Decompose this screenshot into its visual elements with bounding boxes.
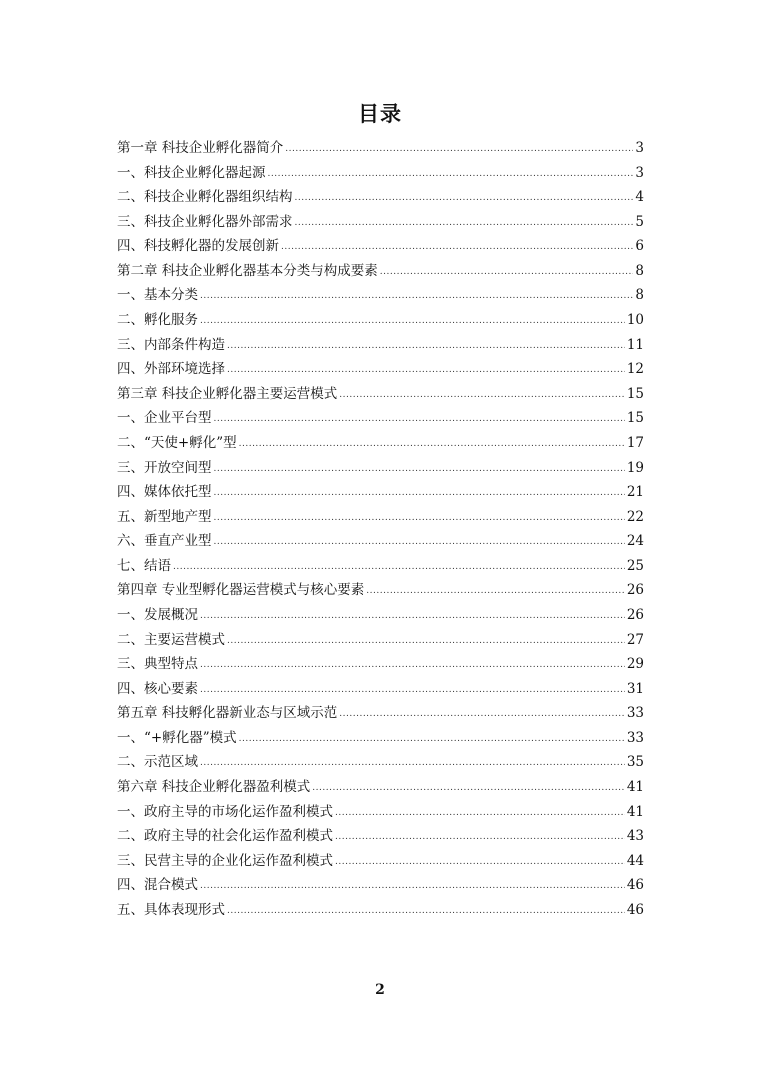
dot-leader xyxy=(335,825,625,850)
toc-entry-page: 24 xyxy=(626,533,644,550)
toc-entry[interactable] xyxy=(117,603,644,628)
dot-leader xyxy=(214,407,625,432)
toc-entry-page: 46 xyxy=(626,877,644,894)
toc-entry-page: 3 xyxy=(635,140,644,156)
toc-entry-page: 44 xyxy=(626,852,644,869)
toc-entry-label: 三、典型特点 xyxy=(117,656,198,673)
toc-entry-page: 5 xyxy=(635,213,644,230)
toc-entry-page: 25 xyxy=(626,557,644,574)
toc-entry[interactable] xyxy=(117,185,644,210)
toc-entry-label: 第四章 专业型孵化器运营模式与核心要素 xyxy=(117,582,365,599)
dot-leader xyxy=(200,309,625,334)
toc-entry-page: 27 xyxy=(626,631,644,648)
toc-entry-label: 一、发展概况 xyxy=(117,606,198,623)
dot-leader xyxy=(339,383,625,408)
dot-leader xyxy=(200,874,625,899)
toc-entry-page: 31 xyxy=(626,680,644,697)
toc-entry-label: 一、科技企业孵化器起源 xyxy=(117,164,266,181)
dot-leader xyxy=(295,186,634,211)
dot-leader xyxy=(227,629,625,654)
toc-entry[interactable] xyxy=(117,136,644,161)
toc-entry-label: 五、新型地产型 xyxy=(117,508,212,525)
table-of-contents xyxy=(117,136,644,923)
toc-entry-label: 二、“天使+孵化”型 xyxy=(117,434,237,451)
toc-entry[interactable] xyxy=(117,210,644,235)
dot-leader xyxy=(214,506,625,531)
dot-leader xyxy=(281,235,633,260)
dot-leader xyxy=(214,481,625,506)
dot-leader xyxy=(285,137,633,162)
toc-entry-label: 四、科技孵化器的发展创新 xyxy=(117,238,279,255)
toc-entry-page: 8 xyxy=(635,287,644,304)
toc-entry-label: 三、民营主导的企业化运作盈利模式 xyxy=(117,852,333,869)
toc-entry[interactable] xyxy=(117,554,644,579)
toc-entry-page: 35 xyxy=(626,754,644,771)
toc-entry-label: 三、开放空间型 xyxy=(117,459,212,476)
dot-leader xyxy=(173,555,625,580)
toc-entry-page: 26 xyxy=(626,582,644,599)
dot-leader xyxy=(200,678,625,703)
toc-entry-page: 4 xyxy=(635,189,644,206)
toc-entry[interactable] xyxy=(117,898,644,923)
toc-entry[interactable] xyxy=(117,431,644,456)
toc-entry[interactable] xyxy=(117,873,644,898)
toc-entry-label: 三、内部条件构造 xyxy=(117,336,225,353)
toc-entry-page: 22 xyxy=(626,508,644,525)
toc-entry-label: 第三章 科技企业孵化器主要运营模式 xyxy=(117,385,338,402)
toc-entry-label: 第六章 科技企业孵化器盈利模式 xyxy=(117,779,311,796)
toc-entry[interactable] xyxy=(117,259,644,284)
dot-leader xyxy=(268,162,634,187)
toc-entry[interactable] xyxy=(117,505,644,530)
toc-entry-label: 一、“+孵化器”模式 xyxy=(117,729,237,746)
toc-entry[interactable] xyxy=(117,578,644,603)
toc-entry-label: 五、具体表现形式 xyxy=(117,901,225,918)
toc-entry[interactable] xyxy=(117,357,644,382)
toc-entry-page: 41 xyxy=(626,779,644,796)
toc-entry-page: 12 xyxy=(626,361,644,378)
toc-entry-label: 一、政府主导的市场化运作盈利模式 xyxy=(117,803,333,820)
toc-entry-label: 二、孵化服务 xyxy=(117,312,198,329)
toc-entry-page: 41 xyxy=(626,803,644,820)
toc-entry-label: 第五章 科技孵化器新业态与区域示范 xyxy=(117,705,338,722)
dot-leader xyxy=(200,284,633,309)
toc-entry-label: 三、科技企业孵化器外部需求 xyxy=(117,213,293,230)
toc-entry-label: 四、核心要素 xyxy=(117,680,198,697)
dot-leader xyxy=(200,751,625,776)
toc-entry-label: 二、主要运营模式 xyxy=(117,631,225,648)
toc-entry-label: 第二章 科技企业孵化器基本分类与构成要素 xyxy=(117,262,378,279)
toc-entry-label: 一、企业平台型 xyxy=(117,410,212,427)
toc-entry-label: 一、基本分类 xyxy=(117,287,198,304)
toc-entry[interactable] xyxy=(117,161,644,186)
toc-entry[interactable] xyxy=(117,677,644,702)
toc-entry-label: 四、媒体依托型 xyxy=(117,484,212,501)
toc-entry-label: 第一章 科技企业孵化器简介 xyxy=(117,140,284,156)
toc-entry[interactable] xyxy=(117,701,644,726)
dot-leader xyxy=(214,530,625,555)
dot-leader xyxy=(214,457,625,482)
toc-entry-page: 21 xyxy=(626,484,644,501)
toc-entry-label: 二、政府主导的社会化运作盈利模式 xyxy=(117,828,333,845)
dot-leader xyxy=(295,211,634,236)
toc-entry-page: 29 xyxy=(626,656,644,673)
dot-leader xyxy=(227,334,625,359)
toc-entry[interactable] xyxy=(117,333,644,358)
toc-entry-page: 3 xyxy=(635,164,644,181)
dot-leader xyxy=(312,776,625,801)
toc-entry[interactable] xyxy=(117,456,644,481)
toc-entry-page: 11 xyxy=(626,336,644,353)
dot-leader xyxy=(366,579,625,604)
toc-entry[interactable] xyxy=(117,800,644,825)
toc-entry[interactable] xyxy=(117,775,644,800)
dot-leader xyxy=(200,604,625,629)
dot-leader xyxy=(239,727,625,752)
toc-entry-label: 六、垂直产业型 xyxy=(117,533,212,550)
toc-entry-page: 43 xyxy=(626,828,644,845)
toc-entry[interactable] xyxy=(117,406,644,431)
dot-leader xyxy=(335,850,625,875)
toc-entry[interactable] xyxy=(117,849,644,874)
toc-entry-page: 17 xyxy=(626,434,644,451)
toc-entry[interactable] xyxy=(117,750,644,775)
toc-entry-page: 8 xyxy=(635,262,644,279)
toc-entry-page: 33 xyxy=(626,705,644,722)
toc-entry-page: 46 xyxy=(626,901,644,918)
toc-entry[interactable] xyxy=(117,382,644,407)
toc-entry-label: 二、示范区域 xyxy=(117,754,198,771)
toc-entry-page: 33 xyxy=(626,729,644,746)
dot-leader xyxy=(335,801,625,826)
toc-title: 目录 xyxy=(358,102,402,126)
toc-entry-label: 二、科技企业孵化器组织结构 xyxy=(117,189,293,206)
toc-entry-page: 6 xyxy=(635,238,644,255)
toc-entry[interactable] xyxy=(117,283,644,308)
page-number: 2 xyxy=(375,982,385,998)
dot-leader xyxy=(239,432,625,457)
toc-entry[interactable] xyxy=(117,480,644,505)
toc-entry-label: 四、外部环境选择 xyxy=(117,361,225,378)
toc-entry-label: 七、结语 xyxy=(117,557,171,574)
toc-entry[interactable] xyxy=(117,726,644,751)
dot-leader xyxy=(227,358,625,383)
toc-entry[interactable] xyxy=(117,529,644,554)
toc-entry-page: 15 xyxy=(626,410,644,427)
toc-entry-page: 10 xyxy=(626,312,644,329)
toc-entry-page: 15 xyxy=(626,385,644,402)
toc-entry[interactable] xyxy=(117,652,644,677)
toc-entry[interactable] xyxy=(117,234,644,259)
toc-entry[interactable] xyxy=(117,628,644,653)
toc-entry[interactable] xyxy=(117,308,644,333)
toc-entry-page: 26 xyxy=(626,606,644,623)
dot-leader xyxy=(200,653,625,678)
dot-leader xyxy=(380,260,634,285)
toc-entry-label: 四、混合模式 xyxy=(117,877,198,894)
dot-leader xyxy=(339,702,625,727)
toc-entry-page: 19 xyxy=(626,459,644,476)
dot-leader xyxy=(227,899,625,924)
toc-entry[interactable] xyxy=(117,824,644,849)
